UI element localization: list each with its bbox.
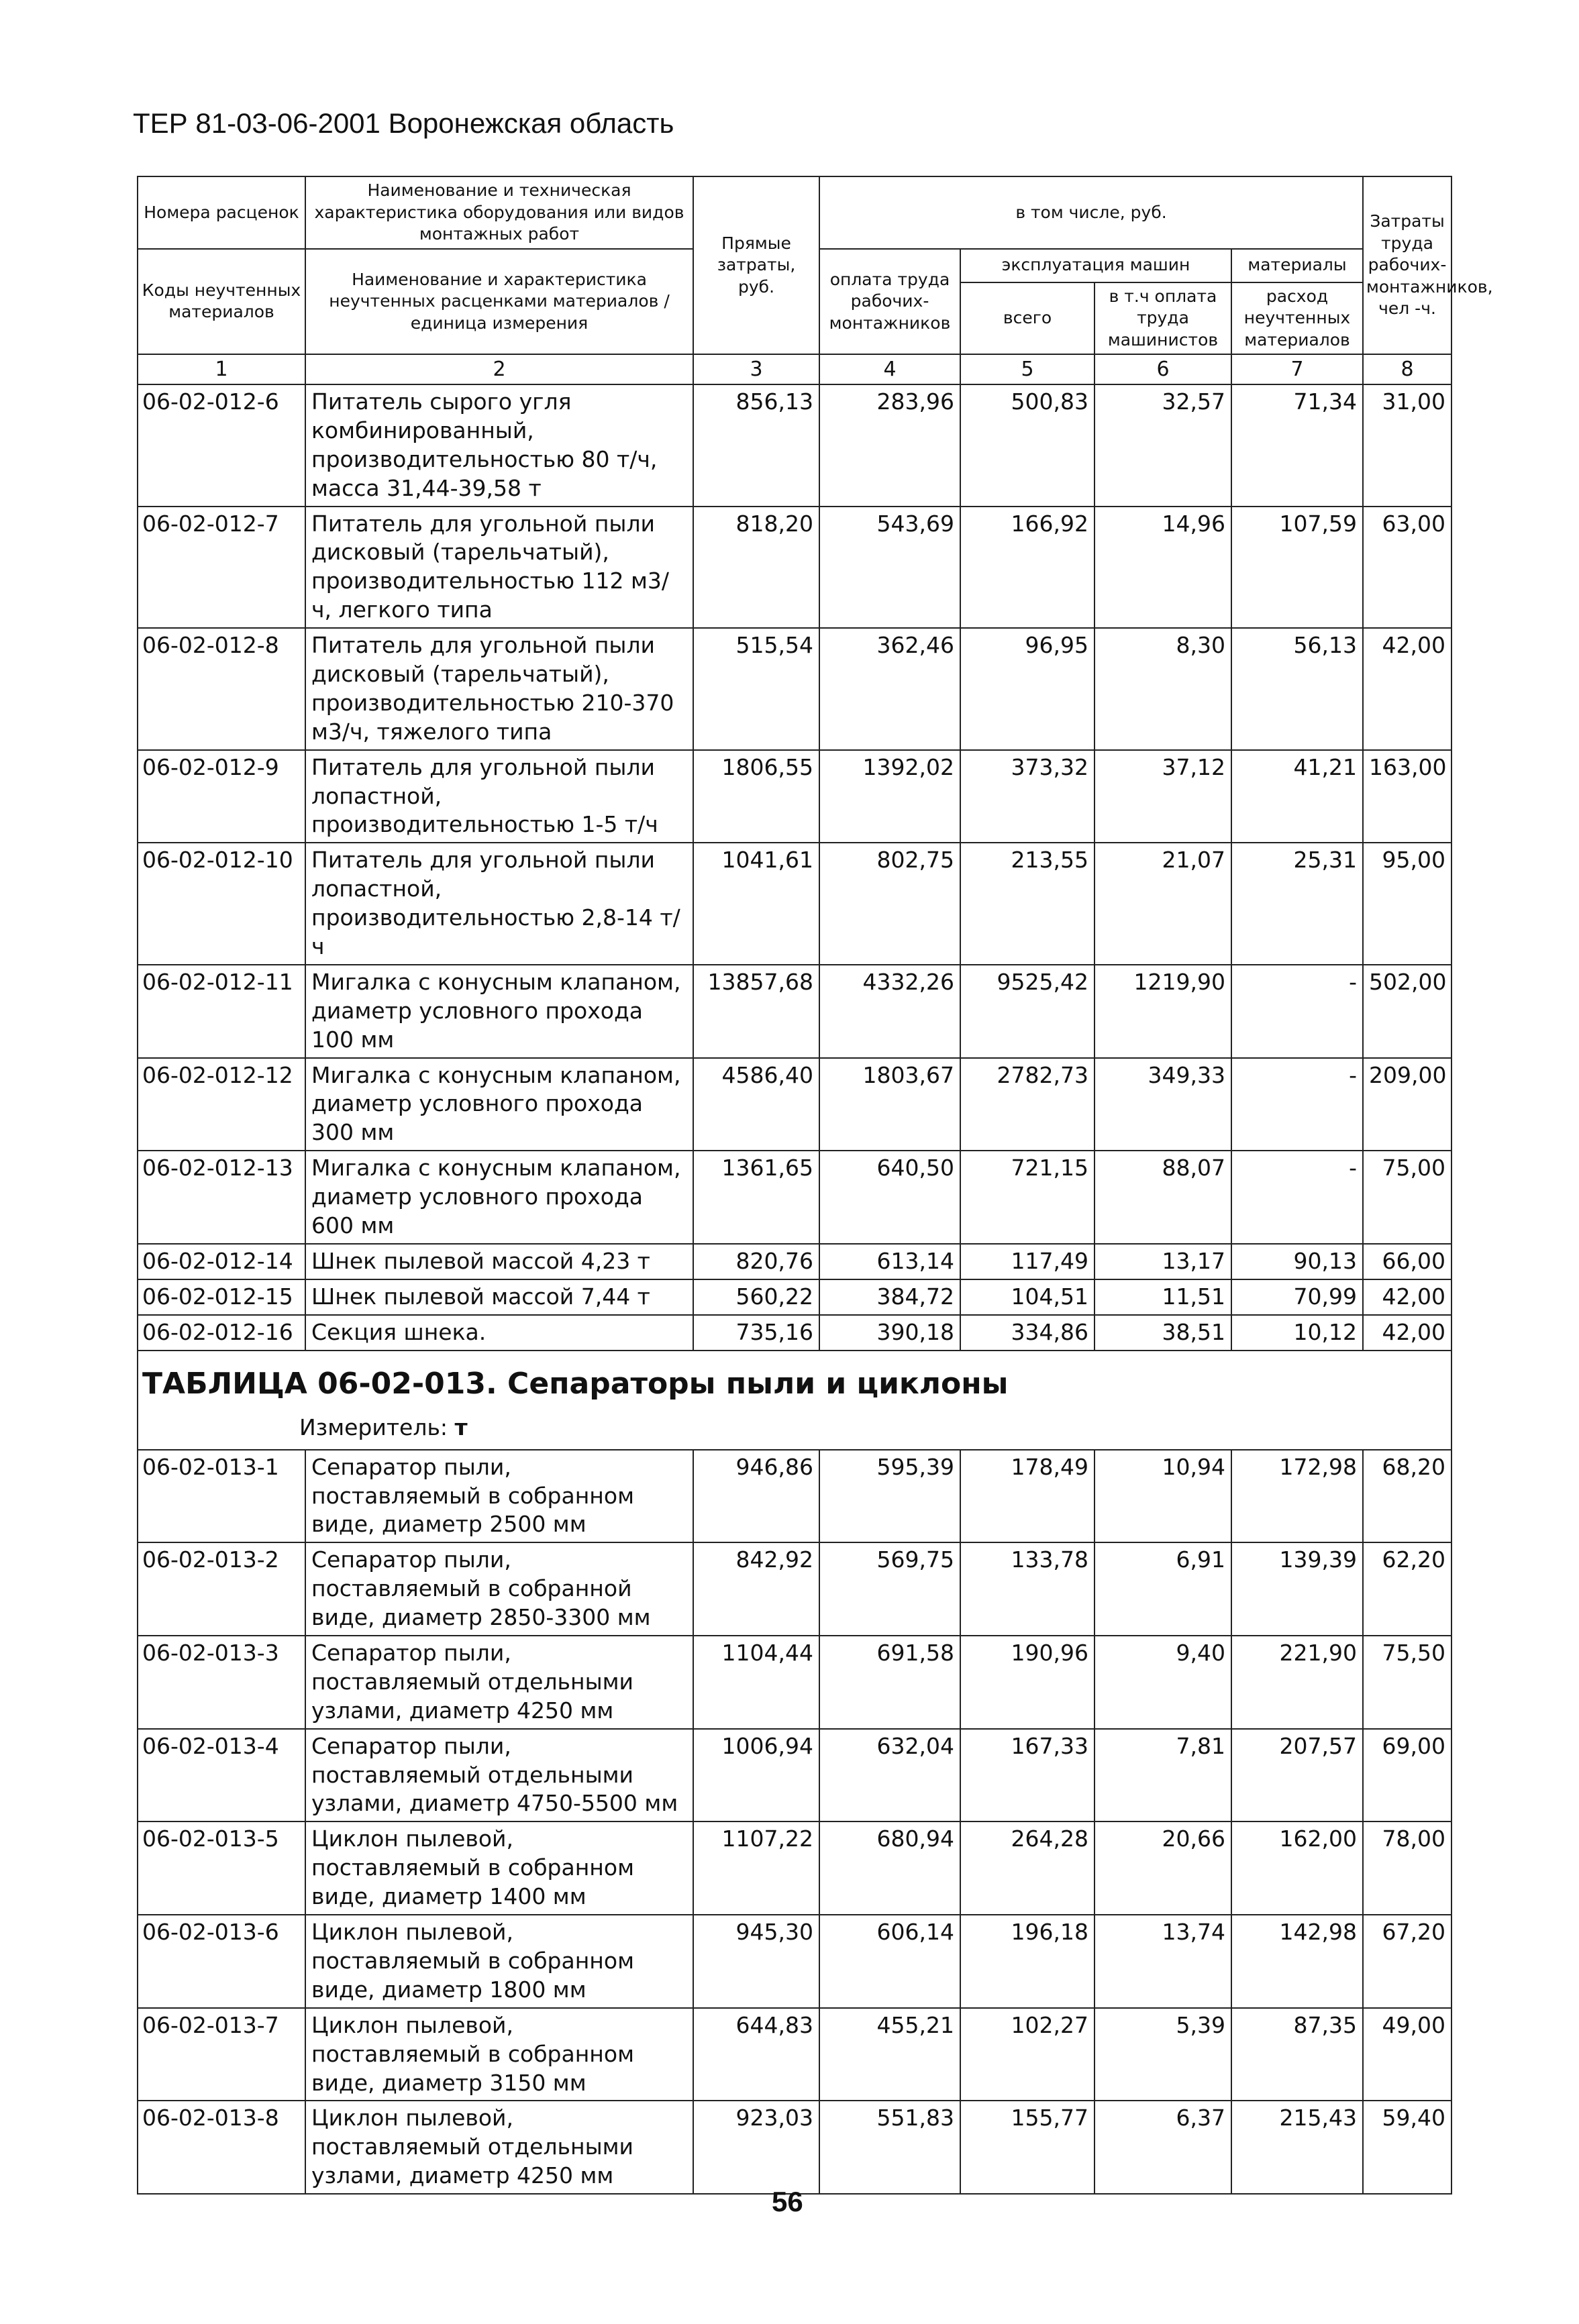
materials-cost: - <box>1231 1058 1363 1151</box>
table-row <box>138 628 1451 750</box>
labor-pay: 4332,26 <box>819 965 960 1058</box>
direct-costs: 856,13 <box>693 384 819 507</box>
machinists-pay: 13,74 <box>1094 1915 1231 2008</box>
labor-pay: 1803,67 <box>819 1058 960 1151</box>
column-number: 6 <box>1094 354 1231 384</box>
materials-cost: 142,98 <box>1231 1915 1363 2008</box>
labor-pay: 384,72 <box>819 1279 960 1315</box>
machines-total: 500,83 <box>960 384 1094 507</box>
table-row <box>138 2101 1451 2194</box>
work-name: Сепаратор пыли, поставляемый в собранной виде, диаметр 2850-3300 мм <box>305 1542 693 1636</box>
labor-pay: 390,18 <box>819 1315 960 1351</box>
direct-costs: 946,86 <box>693 1450 819 1543</box>
machinists-pay: 349,33 <box>1094 1058 1231 1151</box>
labor-hours: 42,00 <box>1363 1315 1451 1351</box>
machines-total: 9525,42 <box>960 965 1094 1058</box>
work-name: Питатель для угольной пыли дисковый (тарельчатый), производительностью 112 м3/ч, легкого типа <box>305 507 693 629</box>
table-title-cell <box>138 1351 1451 1407</box>
machines-total: 133,78 <box>960 1542 1094 1636</box>
header-materials-bottom: расход неучтенных материалов <box>1231 282 1363 355</box>
work-name: Циклон пылевой, поставляемый в собранном виде, диаметр 1800 мм <box>305 1915 693 2008</box>
materials-cost: 10,12 <box>1231 1315 1363 1351</box>
machinists-pay: 5,39 <box>1094 2008 1231 2101</box>
work-name: Мигалка с конусным клапаном, диаметр условного прохода 300 мм <box>305 1058 693 1151</box>
materials-cost: 25,31 <box>1231 843 1363 965</box>
labor-pay: 802,75 <box>819 843 960 965</box>
machinists-pay: 1219,90 <box>1094 965 1231 1058</box>
materials-cost: 162,00 <box>1231 1821 1363 1915</box>
labor-hours: 66,00 <box>1363 1244 1451 1279</box>
table-013-heading <box>138 1351 1451 1450</box>
work-name: Циклон пылевой, поставляемый отдельными узлами, диаметр 4250 мм <box>305 2101 693 2194</box>
rate-code: 06-02-013-6 <box>138 1915 305 2008</box>
machines-total: 721,15 <box>960 1151 1094 1244</box>
header-machinists-pay: в т.ч оплата труда машинистов <box>1094 282 1231 355</box>
table-row <box>138 507 1451 629</box>
labor-hours: 69,00 <box>1363 1729 1451 1822</box>
direct-costs: 923,03 <box>693 2101 819 2194</box>
labor-pay: 362,46 <box>819 628 960 750</box>
machines-total: 167,33 <box>960 1729 1094 1822</box>
rate-code: 06-02-012-10 <box>138 843 305 965</box>
work-name: Питатель сырого угля комбинированный, производительностью 80 т/ч, масса 31,44-39,58 т <box>305 384 693 507</box>
direct-costs: 1104,44 <box>693 1636 819 1729</box>
table-row <box>138 750 1451 843</box>
table-row <box>138 1058 1451 1151</box>
work-name: Шнек пылевой массой 4,23 т <box>305 1244 693 1279</box>
labor-hours: 68,20 <box>1363 1450 1451 1543</box>
meter-cell <box>138 1407 1451 1450</box>
work-name: Мигалка с конусным клапаном, диаметр условного прохода 100 мм <box>305 965 693 1058</box>
table-row <box>138 1915 1451 2008</box>
direct-costs: 4586,40 <box>693 1058 819 1151</box>
table-row <box>138 1729 1451 1822</box>
labor-hours: 75,50 <box>1363 1636 1451 1729</box>
machines-total: 178,49 <box>960 1450 1094 1543</box>
labor-hours: 42,00 <box>1363 1279 1451 1315</box>
rate-code: 06-02-012-15 <box>138 1279 305 1315</box>
direct-costs: 13857,68 <box>693 965 819 1058</box>
labor-hours: 49,00 <box>1363 2008 1451 2101</box>
machines-total: 117,49 <box>960 1244 1094 1279</box>
materials-cost: 90,13 <box>1231 1244 1363 1279</box>
labor-hours: 59,40 <box>1363 2101 1451 2194</box>
direct-costs: 842,92 <box>693 1542 819 1636</box>
labor-pay: 543,69 <box>819 507 960 629</box>
table-row <box>138 1542 1451 1636</box>
machinists-pay: 32,57 <box>1094 384 1231 507</box>
header-materials-top: материалы <box>1231 249 1363 282</box>
table-row <box>138 1279 1451 1315</box>
meter-unit: т <box>454 1414 468 1440</box>
machinists-pay: 11,51 <box>1094 1279 1231 1315</box>
work-name: Сепаратор пыли, поставляемый отдельными узлами, диаметр 4750-5500 мм <box>305 1729 693 1822</box>
labor-hours: 62,20 <box>1363 1542 1451 1636</box>
table-row <box>138 1821 1451 1915</box>
labor-hours: 75,00 <box>1363 1151 1451 1244</box>
labor-pay: 595,39 <box>819 1450 960 1543</box>
column-number: 2 <box>305 354 693 384</box>
work-name: Питатель для угольной пыли дисковый (тарельчатый), производительностью 210-370 м3/ч, тяжелого типа <box>305 628 693 750</box>
header-direct-costs: Прямые затраты, руб. <box>693 176 819 354</box>
machines-total: 196,18 <box>960 1915 1094 2008</box>
work-name: Питатель для угольной пыли лопастной, производительностью 1-5 т/ч <box>305 750 693 843</box>
machines-total: 190,96 <box>960 1636 1094 1729</box>
machines-total: 102,27 <box>960 2008 1094 2101</box>
direct-costs: 1361,65 <box>693 1151 819 1244</box>
table-row <box>138 2008 1451 2101</box>
work-name: Сепаратор пыли, поставляемый в собранном виде, диаметр 2500 мм <box>305 1450 693 1543</box>
machinists-pay: 13,17 <box>1094 1244 1231 1279</box>
machinists-pay: 6,91 <box>1094 1542 1231 1636</box>
header-labor-hours: Затраты труда рабочих-монтажников, чел -ч. <box>1363 176 1451 354</box>
page-number: 56 <box>772 2186 803 2217</box>
materials-cost: 221,90 <box>1231 1636 1363 1729</box>
machinists-pay: 10,94 <box>1094 1450 1231 1543</box>
labor-hours: 31,00 <box>1363 384 1451 507</box>
work-name: Циклон пылевой, поставляемый в собранном виде, диаметр 1400 мм <box>305 1821 693 1915</box>
labor-pay: 569,75 <box>819 1542 960 1636</box>
materials-cost: - <box>1231 1151 1363 1244</box>
labor-hours: 209,00 <box>1363 1058 1451 1151</box>
work-name: Циклон пылевой, поставляемый в собранном виде, диаметр 3150 мм <box>305 2008 693 2101</box>
rate-code: 06-02-012-8 <box>138 628 305 750</box>
materials-cost: 87,35 <box>1231 2008 1363 2101</box>
column-number: 5 <box>960 354 1094 384</box>
labor-pay: 613,14 <box>819 1244 960 1279</box>
labor-hours: 502,00 <box>1363 965 1451 1058</box>
direct-costs: 644,83 <box>693 2008 819 2101</box>
table-row <box>138 1151 1451 1244</box>
rate-code: 06-02-013-3 <box>138 1636 305 1729</box>
labor-pay: 283,96 <box>819 384 960 507</box>
column-number: 4 <box>819 354 960 384</box>
machinists-pay: 14,96 <box>1094 507 1231 629</box>
column-number: 3 <box>693 354 819 384</box>
rate-code: 06-02-012-11 <box>138 965 305 1058</box>
table-row <box>138 1315 1451 1351</box>
column-number-row <box>138 354 1451 384</box>
direct-costs: 820,76 <box>693 1244 819 1279</box>
direct-costs: 818,20 <box>693 507 819 629</box>
machines-total: 334,86 <box>960 1315 1094 1351</box>
materials-cost: 41,21 <box>1231 750 1363 843</box>
labor-hours: 42,00 <box>1363 628 1451 750</box>
rates-table <box>137 176 1493 2195</box>
rate-code: 06-02-013-7 <box>138 2008 305 2101</box>
materials-cost: 215,43 <box>1231 2101 1363 2194</box>
table-row <box>138 1636 1451 1729</box>
machinists-pay: 88,07 <box>1094 1151 1231 1244</box>
rate-code: 06-02-013-2 <box>138 1542 305 1636</box>
work-name: Мигалка с конусным клапаном, диаметр условного прохода 600 мм <box>305 1151 693 1244</box>
machines-total: 213,55 <box>960 843 1094 965</box>
work-name: Питатель для угольной пыли лопастной, производительностью 2,8-14 т/ч <box>305 843 693 965</box>
rate-code: 06-02-012-6 <box>138 384 305 507</box>
materials-cost: - <box>1231 965 1363 1058</box>
materials-cost: 207,57 <box>1231 1729 1363 1822</box>
direct-costs: 735,16 <box>693 1315 819 1351</box>
direct-costs: 1806,55 <box>693 750 819 843</box>
rate-code: 06-02-013-5 <box>138 1821 305 1915</box>
header-group-machines: эксплуатация машин <box>960 249 1231 282</box>
direct-costs: 1107,22 <box>693 1821 819 1915</box>
materials-cost: 70,99 <box>1231 1279 1363 1315</box>
table-row <box>138 1450 1451 1543</box>
header-codes-top: Номера расценок <box>138 176 305 249</box>
machinists-pay: 21,07 <box>1094 843 1231 965</box>
rate-code: 06-02-012-16 <box>138 1315 305 1351</box>
direct-costs: 1006,94 <box>693 1729 819 1822</box>
labor-hours: 63,00 <box>1363 507 1451 629</box>
machines-total: 96,95 <box>960 628 1094 750</box>
labor-hours: 95,00 <box>1363 843 1451 965</box>
meter-label: Измеритель: <box>299 1414 448 1440</box>
materials-cost: 172,98 <box>1231 1450 1363 1543</box>
machinists-pay: 8,30 <box>1094 628 1231 750</box>
table-row <box>138 384 1451 507</box>
direct-costs: 515,54 <box>693 628 819 750</box>
machinists-pay: 6,37 <box>1094 2101 1231 2194</box>
work-name: Сепаратор пыли, поставляемый отдельными узлами, диаметр 4250 мм <box>305 1636 693 1729</box>
rates-table-container <box>137 176 1493 2195</box>
materials-cost: 139,39 <box>1231 1542 1363 1636</box>
labor-pay: 606,14 <box>819 1915 960 2008</box>
machinists-pay: 38,51 <box>1094 1315 1231 1351</box>
materials-cost: 56,13 <box>1231 628 1363 750</box>
materials-cost: 107,59 <box>1231 507 1363 629</box>
table-body-012 <box>138 354 1451 1351</box>
labor-pay: 551,83 <box>819 2101 960 2194</box>
direct-costs: 945,30 <box>693 1915 819 2008</box>
machines-total: 2782,73 <box>960 1058 1094 1151</box>
table-title: ТАБЛИЦА 06-02-013. Сепараторы пыли и циклоны <box>142 1366 1009 1401</box>
header-codes-bottom: Коды неучтенных материалов <box>138 249 305 355</box>
table-row <box>138 843 1451 965</box>
table-row <box>138 965 1451 1058</box>
labor-hours: 163,00 <box>1363 750 1451 843</box>
direct-costs: 1041,61 <box>693 843 819 965</box>
rate-code: 06-02-013-1 <box>138 1450 305 1543</box>
header-name-top: Наименование и техническая характеристика оборудования или видов монтажных работ <box>305 176 693 249</box>
column-number: 7 <box>1231 354 1363 384</box>
header-group-including: в том числе, руб. <box>819 176 1363 249</box>
rate-code: 06-02-012-14 <box>138 1244 305 1279</box>
labor-pay: 640,50 <box>819 1151 960 1244</box>
machines-total: 166,92 <box>960 507 1094 629</box>
rate-code: 06-02-012-7 <box>138 507 305 629</box>
column-number: 8 <box>1363 354 1451 384</box>
machines-total: 104,51 <box>960 1279 1094 1315</box>
page-header-title: ТЕР 81-03-06-2001 Воронежская область <box>133 107 674 139</box>
rate-code: 06-02-013-8 <box>138 2101 305 2194</box>
labor-hours: 67,20 <box>1363 1915 1451 2008</box>
labor-pay: 1392,02 <box>819 750 960 843</box>
machinists-pay: 20,66 <box>1094 1821 1231 1915</box>
machines-total: 373,32 <box>960 750 1094 843</box>
table-header <box>138 176 1493 354</box>
machines-total: 264,28 <box>960 1821 1094 1915</box>
rate-code: 06-02-012-9 <box>138 750 305 843</box>
direct-costs: 560,22 <box>693 1279 819 1315</box>
column-number: 1 <box>138 354 305 384</box>
labor-pay: 455,21 <box>819 2008 960 2101</box>
machines-total: 155,77 <box>960 2101 1094 2194</box>
rate-code: 06-02-013-4 <box>138 1729 305 1822</box>
table-row <box>138 1244 1451 1279</box>
machinists-pay: 9,40 <box>1094 1636 1231 1729</box>
labor-pay: 632,04 <box>819 1729 960 1822</box>
labor-hours: 78,00 <box>1363 1821 1451 1915</box>
machinists-pay: 37,12 <box>1094 750 1231 843</box>
materials-cost: 71,34 <box>1231 384 1363 507</box>
labor-pay: 691,58 <box>819 1636 960 1729</box>
rate-code: 06-02-012-13 <box>138 1151 305 1244</box>
labor-pay: 680,94 <box>819 1821 960 1915</box>
machinists-pay: 7,81 <box>1094 1729 1231 1822</box>
work-name: Секция шнека. <box>305 1315 693 1351</box>
header-name-bottom: Наименование и характеристика неучтенных расценками материалов / единица измерения <box>305 249 693 355</box>
rate-code: 06-02-012-12 <box>138 1058 305 1151</box>
work-name: Шнек пылевой массой 7,44 т <box>305 1279 693 1315</box>
table-body-013 <box>138 1450 1451 2194</box>
header-machines-total: всего <box>960 282 1094 355</box>
header-labor-pay: оплата труда рабочих-монтажников <box>819 249 960 355</box>
